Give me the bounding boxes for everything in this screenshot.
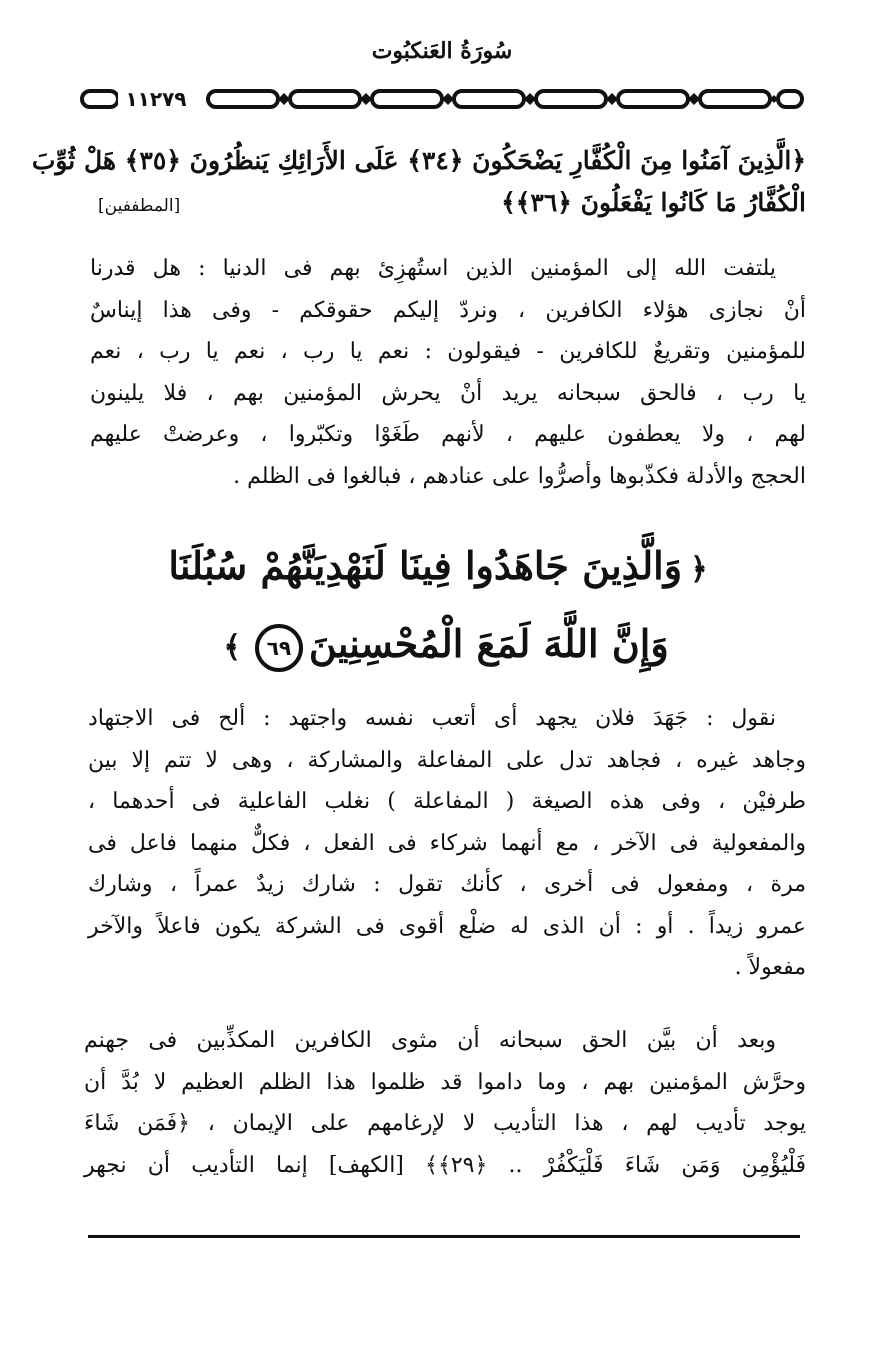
text-line: نقول : جَهَدَ فلان يجهد أى أتعب نفسه واجتهد : ألح فى الاجتهاد — [88, 706, 776, 731]
quran-text: وَالَّذِينَ جَاهَدُوا فِينَا لَنَهْدِيَنَّهُمْ سُبُلَنَا — [168, 543, 683, 588]
paragraph — [84, 1020, 806, 1186]
paragraph — [90, 248, 806, 497]
text-line: يوجد تأديب لهم ، هذا التأديب لا لإرغامهم على الإيمان ، ﴿فَمَن شَاءَ — [84, 1111, 806, 1136]
text-line: عمرو زيداً . أو : أن الذى له ضلْع أقوى فى الشركة يكون فاعلاً والآخر — [88, 913, 806, 939]
text-line: للمؤمنين وتقريعٌ للكافرين - فيقولون : نعم يا رب ، نعم يا رب ، نعم — [90, 339, 806, 364]
verse-line: ﴿الَّذِينَ آمَنُوا مِنَ الْكُفَّارِ يَضْحَكُونَ ﴿٣٤﴾ عَلَى الأَرَائِكِ يَنظُرُونَ ﴿٣٥﴾ هَلْ ثُوِّبَ — [31, 146, 806, 175]
text-line: وبعد أن بيَّن الحق سبحانه أن مثوى الكافرين المكذِّبين فى جهنم — [84, 1028, 776, 1053]
page-number: ١١٢٧٩ — [118, 88, 194, 110]
close-bracket: ﴾ — [223, 630, 241, 665]
paragraph — [88, 698, 806, 989]
text-line: طرفيْن ، وفى هذه الصيغة ( المفاعلة ) نغلب الفاعلية فى أحدهما ، — [88, 789, 806, 814]
text-line: وحرَّش المؤمنين بهم ، وما داموا قد ظلموا هذا الظلم العظيم لا بُدَّ أن — [84, 1069, 806, 1095]
text-line: الحجج والأدلة فكذّبوها وأصرُّوا على عنادهم ، فبالغوا فى الظلم . — [233, 463, 806, 489]
text-line: مفعولاً . — [734, 955, 806, 980]
quran-text: وَإِنَّ اللَّهَ لَمَعَ الْمُحْسِنِينَ — [308, 621, 669, 666]
quran-verse — [150, 536, 734, 678]
text-line: أنْ نجازى هؤلاء الكافرين ، ونردّ إليكم حقوقكم - وفى هذا إيناسٌ — [90, 297, 806, 323]
quran-verse-line — [150, 614, 734, 678]
verse-reference: [المطففين] — [98, 196, 181, 216]
surah-title: سُورَةُ العَنكبُوت — [371, 38, 513, 64]
text-line: مرة ، ومفعول فى أخرى ، كأنك تقول : شارك زيدٌ عمراً ، وشارك — [88, 872, 806, 897]
text-line: والمفعولية فى الآخر ، مع أنهما شركاء فى الفعل ، فكلٌّ منهما فاعل فى — [88, 830, 806, 856]
text-line: وجاهد غيره ، فجاهد تدل على المفاعلة والمشاركة ، وهى لا تتم إلا بين — [88, 747, 806, 773]
cited-verse-block — [31, 140, 806, 224]
text-line: فَلْيُؤْمِن وَمَن شَاءَ فَلْيَكْفُرْ .. ﴿٢٩﴾﴾ [الكهف] إنما التأديب أن نجهر — [84, 1152, 806, 1178]
verse-line: الْكُفَّارُ مَا كَانُوا يَفْعَلُونَ ﴿٣٦﴾﴾ — [501, 188, 806, 217]
footer-rule — [88, 1235, 800, 1238]
text-line: لهم ، ولا يعطفون عليهم ، لأنهم طَغَوْا وتكبّروا ، وعرضتْ عليهم — [90, 422, 806, 447]
text-line: يا رب ، فالحق سبحانه يريد أنْ يحرش المؤمنين بهم ، فلا يلينون — [90, 380, 806, 406]
ayah-number-badge: ٦٩ — [255, 624, 303, 672]
open-bracket: ﴿ — [690, 552, 708, 587]
quran-verse-line — [150, 536, 734, 600]
text-line: يلتفت الله إلى المؤمنين الذين استُهزِئ بهم فى الدنيا : هل قدرنا — [90, 256, 776, 281]
